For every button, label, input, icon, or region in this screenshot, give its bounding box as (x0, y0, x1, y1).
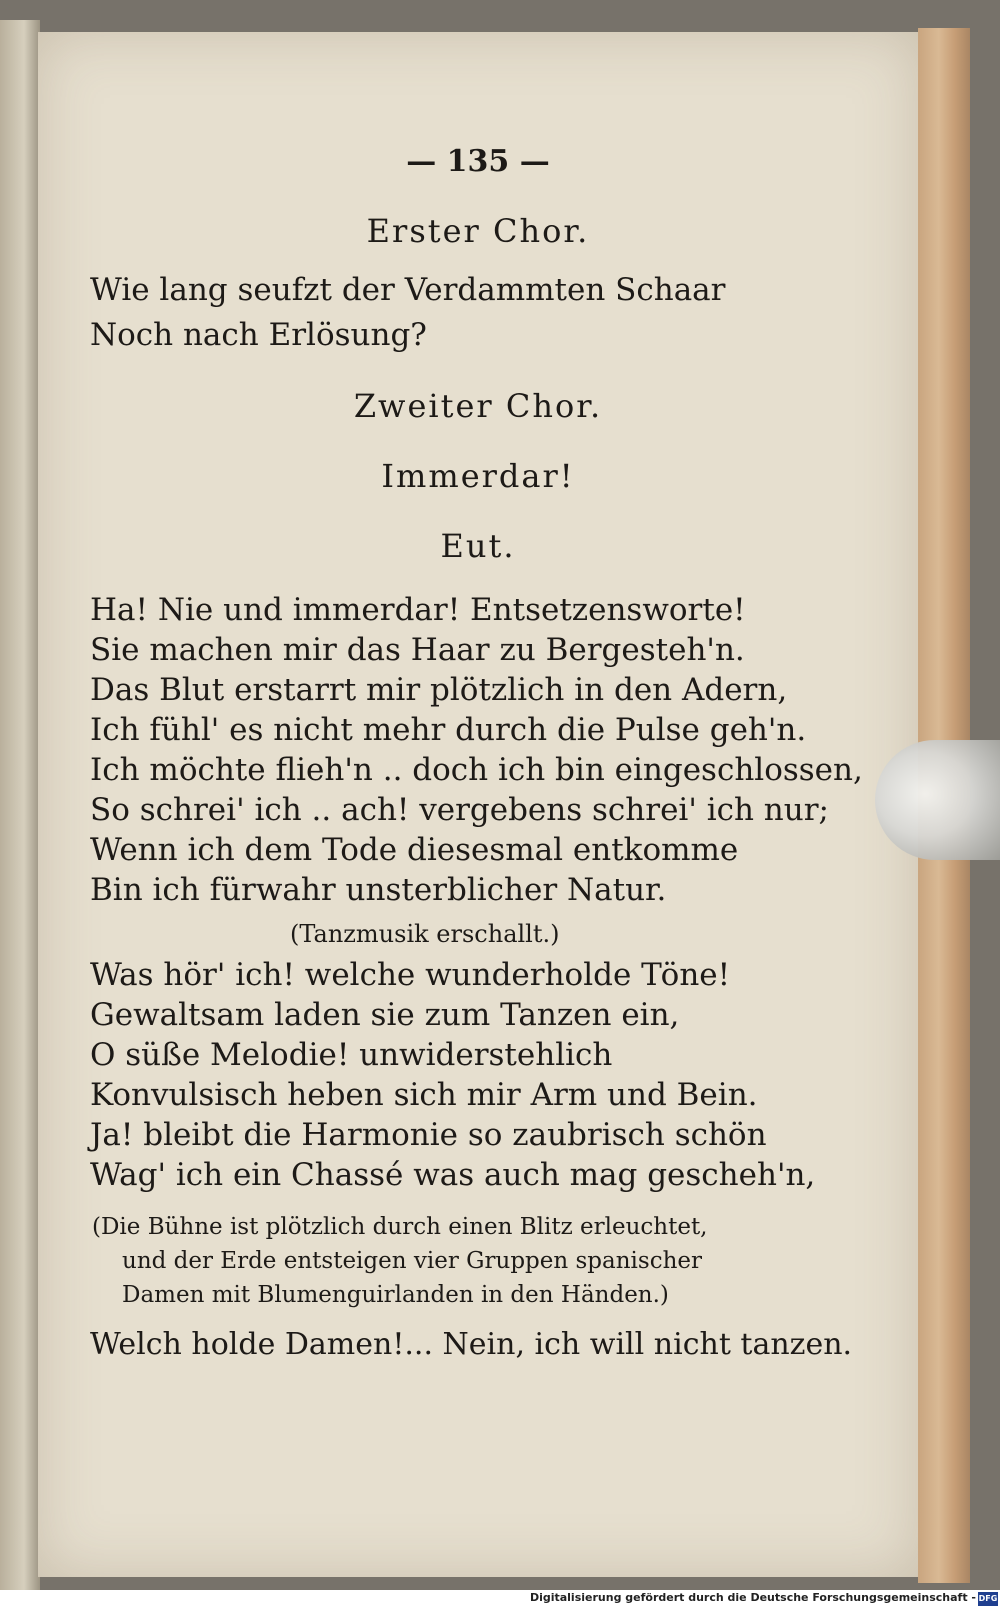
stage-direction: (Die Bühne ist plötzlich durch einen Blitz erleuchtet, (92, 1214, 708, 1240)
verse-line: Ich möchte flieh'n .. doch ich bin eingeschlossen, (90, 752, 863, 788)
verse-line: Was hör' ich! welche wunderholde Töne! (90, 957, 731, 993)
left-page-edge (0, 20, 40, 1590)
verse-line: Das Blut erstarrt mir plötzlich in den Adern, (90, 672, 788, 708)
page-clip (875, 740, 1000, 860)
stage-direction: (Tanzmusik erschallt.) (290, 920, 560, 948)
verse-line: Noch nach Erlösung? (90, 317, 427, 353)
verse-line: Wag' ich ein Chassé was auch mag gescheh'n, (90, 1157, 816, 1193)
heading-second-chorus: Zweiter Chor. (353, 387, 603, 425)
verse-line: Ja! bleibt die Harmonie so zaubrisch schön (90, 1117, 767, 1153)
verse-line: Wenn ich dem Tode diesesmal entkomme (90, 832, 739, 868)
verse-line: O süße Melodie! unwiderstehlich (90, 1037, 613, 1073)
heading-speaker: Eut. (440, 527, 516, 565)
verse-line: Sie machen mir das Haar zu Bergesteh'n. (90, 632, 745, 668)
verse-line: Bin ich fürwahr unsterblicher Natur. (90, 872, 667, 908)
verse-line: Welch holde Damen!... Nein, ich will nicht tanzen. (90, 1327, 853, 1362)
verse-line: Ha! Nie und immerdar! Entsetzensworte! (90, 592, 746, 628)
chorus-reply: Immerdar! (381, 457, 575, 495)
page-number: — 135 — (406, 144, 550, 179)
funding-credit: Digitalisierung gefördert durch die Deutsche Forschungsgemeinschaft - (529, 1591, 976, 1604)
verse-line: Konvulsisch heben sich mir Arm und Bein. (90, 1077, 758, 1113)
verse-line: Ich fühl' es nicht mehr durch die Pulse geh'n. (90, 712, 807, 748)
stage-direction: und der Erde entsteigen vier Gruppen spanischer (122, 1248, 703, 1274)
verse-line: Gewaltsam laden sie zum Tanzen ein, (90, 997, 680, 1033)
stage-direction: Damen mit Blumenguirlanden in den Händen.) (122, 1282, 669, 1308)
verse-line: So schrei' ich .. ach! vergebens schrei' ich nur; (90, 792, 829, 828)
verse-line: Wie lang seufzt der Verdammten Schaar (90, 272, 726, 308)
dfg-logo: DFG (978, 1592, 998, 1606)
book-page (38, 32, 918, 1577)
heading-first-chorus: Erster Chor. (366, 212, 590, 250)
